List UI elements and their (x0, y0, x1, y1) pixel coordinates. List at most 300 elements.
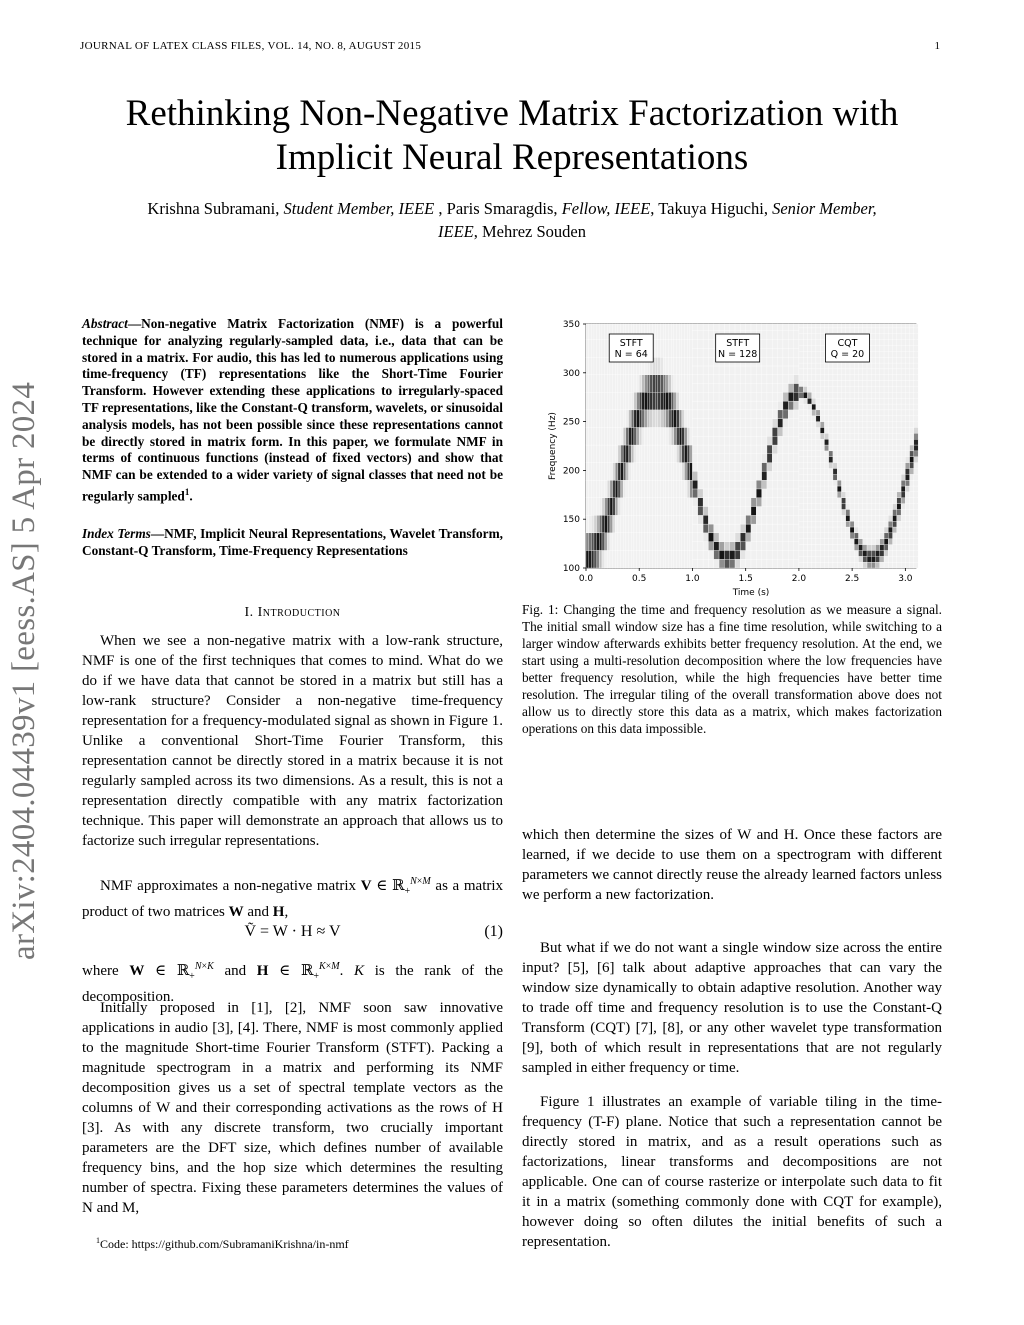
heatmap-cell (914, 381, 918, 387)
heatmap-cell (692, 324, 697, 331)
heatmap-cell (807, 410, 811, 416)
heatmap-cell (682, 340, 685, 358)
heatmap-cell (833, 445, 837, 451)
heatmap-cell (698, 392, 703, 401)
heatmap-cell (824, 328, 828, 334)
heatmap-cell (645, 463, 648, 481)
heatmap-cell (812, 550, 816, 556)
heatmap-cell (803, 521, 807, 527)
heatmap-cell (605, 550, 608, 568)
heatmap-cell (762, 357, 767, 366)
heatmap-cell (767, 507, 772, 516)
heatmap-cell (876, 433, 880, 439)
heatmap-cell (820, 562, 824, 568)
heatmap-cell (671, 340, 674, 358)
heatmap-cell (901, 539, 905, 545)
heatmap-cell (618, 463, 621, 481)
heatmap-cell (788, 524, 793, 533)
heatmap-cell (663, 515, 666, 533)
heatmap-cell (676, 427, 679, 445)
heatmap-cell (714, 445, 719, 454)
heatmap-cell (820, 515, 824, 521)
heatmap-cell (708, 533, 713, 542)
heatmap-cell (888, 375, 892, 381)
heatmap-cell (867, 463, 871, 469)
heatmap-cell (863, 369, 867, 375)
heatmap-cell (905, 486, 909, 492)
heatmap-cell (871, 545, 875, 551)
heatmap-cell (850, 422, 854, 428)
heatmap-cell (676, 324, 679, 340)
heatmap-cell (867, 521, 871, 527)
heatmap-cell (724, 550, 729, 559)
heatmap-cell (829, 556, 833, 562)
heatmap-cell (767, 559, 772, 568)
heatmap-cell (615, 392, 618, 410)
heatmap-cell (708, 480, 713, 489)
heatmap-cell (762, 454, 767, 463)
heatmap-cell (772, 324, 777, 331)
heatmap-cell (807, 533, 811, 539)
heatmap-cell (803, 556, 807, 562)
heatmap-cell (833, 463, 837, 469)
heatmap-cell (599, 533, 602, 551)
intro-paragraph-2: NMF approximates a non-negative matrix V ∈ ℝ$_+^{N\times M}$ as a matrix product of two matrices W and H, (82, 876, 504, 920)
heatmap-cell (783, 533, 788, 542)
heatmap-cell (888, 351, 892, 357)
heatmap-cell (893, 468, 897, 474)
heatmap-cell (762, 533, 767, 542)
heatmap-cell (824, 562, 828, 568)
heatmap-cell (746, 498, 751, 507)
heatmap-cell (794, 324, 799, 331)
heatmap-cell (893, 509, 897, 515)
heatmap-cell (833, 422, 837, 428)
heatmap-cell (910, 474, 914, 480)
heatmap-cell (778, 331, 783, 340)
heatmap-cell (666, 463, 669, 481)
heatmap-cell (824, 416, 828, 422)
heatmap-cell (586, 515, 589, 533)
heatmap-cell (671, 392, 674, 410)
heatmap-cell (653, 375, 656, 393)
heatmap-cell (591, 498, 594, 516)
heatmap-cell (799, 486, 803, 492)
heatmap-cell (829, 328, 833, 334)
heatmap-cell (884, 533, 888, 539)
heatmap-cell (762, 489, 767, 498)
heatmap-cell (708, 542, 713, 551)
heatmap-cell (647, 515, 650, 533)
heatmap-cell (807, 509, 811, 515)
heatmap-cell (803, 498, 807, 504)
heatmap-cell (714, 489, 719, 498)
heatmap-cell (884, 392, 888, 398)
heatmap-cell (867, 324, 871, 328)
heatmap-cell (708, 331, 713, 340)
heatmap-cell (645, 515, 648, 533)
heatmap-cell (833, 480, 837, 486)
heatmap-cell (735, 401, 740, 410)
heatmap-cell (629, 498, 632, 516)
heatmap-cell (837, 480, 841, 486)
heatmap-cell (829, 433, 833, 439)
heatmap-cell (674, 463, 677, 481)
heatmap-cell (897, 509, 901, 515)
heatmap-cell (735, 384, 740, 393)
heatmap-cell (901, 474, 905, 480)
heatmap-cell (850, 545, 854, 551)
heatmap-cell (914, 451, 918, 457)
heatmap-cell (807, 398, 811, 404)
heatmap-cell (884, 515, 888, 521)
heatmap-cell (730, 463, 735, 472)
heatmap-cell (783, 392, 788, 401)
heatmap-cell (740, 436, 745, 445)
heatmap-cell (719, 375, 724, 384)
heatmap-cell (735, 471, 740, 480)
heatmap-cell (602, 410, 605, 428)
heatmap-cell (871, 468, 875, 474)
heatmap-cell (594, 375, 597, 393)
heatmap-cell (799, 328, 803, 334)
heatmap-cell (756, 445, 761, 454)
heatmap-cell (905, 527, 909, 533)
heatmap-cell (812, 345, 816, 351)
heatmap-cell (820, 433, 824, 439)
heatmap-cell (893, 562, 897, 568)
heatmap-cell (914, 468, 918, 474)
heatmap-cell (703, 550, 708, 559)
heatmap-cell (846, 328, 850, 334)
heatmap-cell (794, 515, 799, 524)
heatmap-cell (788, 410, 793, 419)
heatmap-cell (639, 392, 642, 410)
heatmap-cell (634, 445, 637, 463)
heatmap-cell (871, 445, 875, 451)
heatmap-cell (767, 392, 772, 401)
heatmap-cell (820, 369, 824, 375)
heatmap-cell (703, 427, 708, 436)
heatmap-cell (846, 422, 850, 428)
heatmap-cell (708, 436, 713, 445)
heatmap-cell (626, 463, 629, 481)
heatmap-cell (626, 498, 629, 516)
heatmap-cell (666, 533, 669, 551)
heatmap-cell (880, 463, 884, 469)
heatmap-cell (812, 504, 816, 510)
heatmap-cell (703, 498, 708, 507)
heatmap-cell (901, 445, 905, 451)
heatmap-cell (613, 392, 616, 410)
heatmap-cell (901, 334, 905, 340)
heatmap-cell (837, 474, 841, 480)
heatmap-cell (703, 533, 708, 542)
heatmap-cell (854, 504, 858, 510)
heatmap-cell (829, 457, 833, 463)
heatmap-cell (650, 480, 653, 498)
heatmap-cell (637, 515, 640, 533)
heatmap-cell (888, 498, 892, 504)
heatmap-cell (841, 445, 845, 451)
heatmap-cell (897, 533, 901, 539)
heatmap-cell (859, 463, 863, 469)
heatmap-cell (888, 463, 892, 469)
heatmap-cell (807, 404, 811, 410)
heatmap-cell (876, 492, 880, 498)
heatmap-cell (901, 556, 905, 562)
heatmap-cell (591, 427, 594, 445)
heatmap-cell (837, 463, 841, 469)
heatmap-cell (735, 489, 740, 498)
heatmap-cell (730, 498, 735, 507)
heatmap-cell (803, 439, 807, 445)
heatmap-cell (867, 375, 871, 381)
heatmap-cell (833, 369, 837, 375)
heatmap-cell (871, 369, 875, 375)
heatmap-cell (591, 533, 594, 551)
heatmap-cell (698, 507, 703, 516)
heatmap-cell (833, 504, 837, 510)
heatmap-cell (740, 533, 745, 542)
heatmap-cell (803, 427, 807, 433)
heatmap-cell (807, 539, 811, 545)
heatmap-cell (850, 328, 854, 334)
heatmap-cell (803, 515, 807, 521)
heatmap-cell (859, 439, 863, 445)
heatmap-cell (901, 410, 905, 416)
heatmap-cell (850, 527, 854, 533)
heatmap-cell (880, 427, 884, 433)
heatmap-cell (642, 480, 645, 498)
heatmap-cell (613, 515, 616, 533)
heatmap-cell (666, 480, 669, 498)
heatmap-cell (807, 515, 811, 521)
heatmap-cell (788, 392, 793, 401)
heatmap-cell (812, 363, 816, 369)
heatmap-cell (714, 392, 719, 401)
heatmap-cell (589, 324, 592, 340)
heatmap-cell (626, 445, 629, 463)
heatmap-cell (905, 492, 909, 498)
heatmap-cell (884, 328, 888, 334)
heatmap-cell (690, 533, 693, 551)
heatmap-cell (645, 550, 648, 568)
heatmap-cell (724, 445, 729, 454)
heatmap-cell (703, 515, 708, 524)
heatmap-cell (888, 422, 892, 428)
heatmap-cell (863, 392, 867, 398)
heatmap-cell (655, 550, 658, 568)
heatmap-cell (812, 340, 816, 346)
heatmap-cell (846, 550, 850, 556)
heatmap-cell (621, 463, 624, 481)
heatmap-cell (863, 386, 867, 392)
heatmap-cell (876, 457, 880, 463)
heatmap-cell (653, 533, 656, 551)
heatmap-cell (893, 340, 897, 346)
heatmap-cell (863, 445, 867, 451)
heatmap-cell (816, 334, 820, 340)
heatmap-cell (615, 427, 618, 445)
heatmap-cell (803, 527, 807, 533)
heatmap-cell (901, 351, 905, 357)
heatmap-cell (905, 345, 909, 351)
heatmap-cell (756, 384, 761, 393)
heatmap-cell (841, 545, 845, 551)
heatmap-cell (679, 375, 682, 393)
heatmap-cell (893, 492, 897, 498)
heatmap-cell (812, 474, 816, 480)
heatmap-cell (859, 410, 863, 416)
heatmap-cell (837, 486, 841, 492)
heatmap-cell (762, 542, 767, 551)
heatmap-cell (751, 324, 756, 331)
heatmap-cell (778, 324, 783, 331)
heatmap-cell (867, 527, 871, 533)
equation-1 (82, 923, 503, 941)
heatmap-cell (783, 427, 788, 436)
heatmap-cell (799, 515, 803, 521)
heatmap-cell (812, 351, 816, 357)
heatmap-cell (703, 401, 708, 410)
heatmap-cell (905, 328, 909, 334)
equation-number: (1) (484, 923, 503, 940)
y-tick-label: 100 (562, 564, 580, 574)
heatmap-cell (637, 445, 640, 463)
heatmap-cell (905, 515, 909, 521)
heatmap-cell (859, 521, 863, 527)
heatmap-cell (591, 463, 594, 481)
heatmap-cell (605, 445, 608, 463)
heatmap-cell (914, 410, 918, 416)
heatmap-cell (905, 463, 909, 469)
heatmap-cell (589, 498, 592, 516)
heatmap-cell (794, 445, 799, 454)
heatmap-cell (893, 539, 897, 545)
heatmap-cell (867, 386, 871, 392)
heatmap-cell (746, 515, 751, 524)
heatmap-cell (803, 474, 807, 480)
heatmap-cell (807, 556, 811, 562)
heatmap-cell (751, 507, 756, 516)
heatmap-cell (740, 480, 745, 489)
heatmap-cell (762, 471, 767, 480)
heatmap-cell (799, 468, 803, 474)
heatmap-cell (897, 363, 901, 369)
heatmap-cell (841, 492, 845, 498)
heatmap-cell (772, 410, 777, 419)
author-2-role: Fellow, IEEE (561, 199, 651, 218)
heatmap-cell (658, 533, 661, 551)
heatmap-cell (863, 486, 867, 492)
heatmap-cell (893, 427, 897, 433)
heatmap-cell (914, 363, 918, 369)
heatmap-cell (854, 539, 858, 545)
heatmap-cell (897, 398, 901, 404)
heatmap-cell (597, 533, 600, 551)
heatmap-cell (859, 480, 863, 486)
heatmap-cell (841, 521, 845, 527)
heatmap-cell (854, 363, 858, 369)
heatmap-cell (876, 416, 880, 422)
heatmap-cell (783, 471, 788, 480)
heatmap-cell (794, 507, 799, 516)
heatmap-cell (850, 463, 854, 469)
heatmap-cell (692, 489, 697, 498)
heatmap-cell (698, 559, 703, 568)
heatmap-cell (645, 410, 648, 428)
heatmap-cell (837, 545, 841, 551)
heatmap-cell (756, 471, 761, 480)
right-paragraph-2 (522, 938, 942, 1078)
heatmap-cell (653, 550, 656, 568)
heatmap-cell (746, 542, 751, 551)
heatmap-cell (850, 480, 854, 486)
heatmap-cell (594, 480, 597, 498)
heatmap-cell (820, 334, 824, 340)
heatmap-cell (863, 504, 867, 510)
heatmap-cell (634, 410, 637, 428)
heatmap-cell (684, 463, 687, 481)
heatmap-cell (876, 451, 880, 457)
heatmap-cell (597, 550, 600, 568)
heatmap-cell (854, 457, 858, 463)
heatmap-cell (762, 515, 767, 524)
footnote-mark: 1 (96, 1236, 100, 1245)
heatmap-cell (698, 445, 703, 454)
heatmap-cell (871, 340, 875, 346)
heatmap-cell (905, 504, 909, 510)
heatmap-cell (914, 375, 918, 381)
heatmap-cell (807, 492, 811, 498)
heatmap-cell (687, 427, 690, 445)
heatmap-cell (669, 498, 672, 516)
right-p3-text: Figure 1 illustrates an example of variable tiling in the time-frequency (T-F) plane. Notice that such a representation cannot be directly stored in matrix, and as a result operations such as factorizations, linear transforms and decompositions are not applicable. One can of course rasterize or interpolate such data to fit it in a matrix (something commonly done with CQT for example), however doing so often dilutes the initial benefits of such a representation. (522, 1094, 942, 1250)
heatmap-cell (650, 463, 653, 481)
x-tick-label: 0.0 (578, 574, 594, 584)
heatmap-cell (884, 504, 888, 510)
heatmap-cell (661, 324, 664, 340)
heatmap-cell (794, 419, 799, 428)
heatmap-cell (837, 556, 841, 562)
heatmap-cell (586, 357, 589, 375)
heatmap-cell (621, 550, 624, 568)
heatmap-cell (820, 392, 824, 398)
heatmap-cell (589, 463, 592, 481)
heatmap-cell (708, 559, 713, 568)
heatmap-cell (876, 480, 880, 486)
heatmap-cell (772, 524, 777, 533)
intro-paragraph-4 (82, 998, 503, 1218)
heatmap-cell (829, 550, 833, 556)
author-3-role-cont: IEEE (438, 222, 474, 241)
heatmap-cell (897, 381, 901, 387)
heatmap-cell (829, 545, 833, 551)
heatmap-cell (684, 445, 687, 463)
heatmap-cell (914, 550, 918, 556)
heatmap-cell (674, 375, 677, 393)
y-tick-label: 350 (562, 320, 580, 330)
heatmap-cell (599, 410, 602, 428)
heatmap-cell (812, 556, 816, 562)
heatmap-cell (871, 324, 875, 328)
heatmap-cell (876, 445, 880, 451)
heatmap-cell (829, 527, 833, 533)
heatmap-cell (824, 392, 828, 398)
heatmap-cell (884, 498, 888, 504)
heatmap-cell (888, 562, 892, 568)
